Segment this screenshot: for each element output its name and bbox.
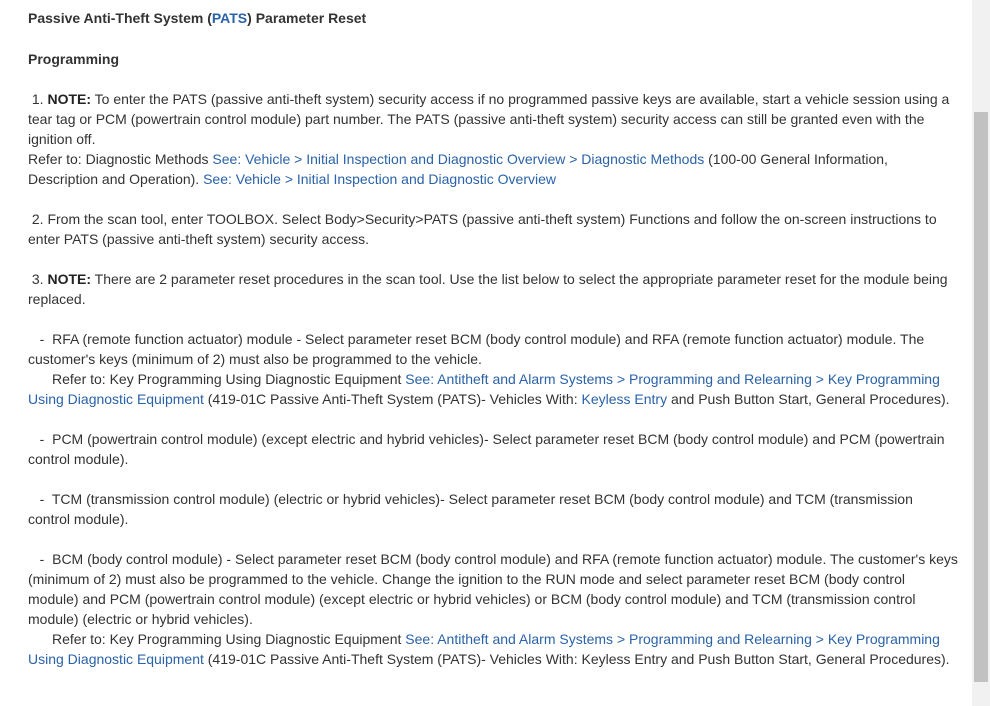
list-item-rfa-reference <box>28 369 958 409</box>
spacer <box>28 469 958 489</box>
step-1-note-label: NOTE: <box>47 91 92 107</box>
step-3-number: 3. <box>28 271 48 287</box>
section-heading-programming: Programming <box>28 51 120 67</box>
list-item-tcm: - TCM (transmission control module) (electric or hybrid vehicles)- Select parameter reset BCM (body control module) and TCM (transmission control module). <box>28 491 917 527</box>
title-prefix: Passive Anti-Theft System ( <box>28 10 212 26</box>
spacer <box>28 529 958 549</box>
step-3-note-label: NOTE: <box>47 271 92 287</box>
step-1-number: 1. <box>28 91 48 107</box>
step-3-text: There are 2 parameter reset procedures in the scan tool. Use the list below to select the appropriate parameter reset for the module being replaced. <box>28 271 952 307</box>
rfa-ref-mid: (419-01C Passive Anti-Theft System (PATS)- Vehicles With: <box>203 391 582 407</box>
step-1 <box>28 89 958 149</box>
list-item-pcm: - PCM (powertrain control module) (except electric and hybrid vehicles)- Select parameter reset BCM (body control module) and PCM (powertrain control module). <box>28 431 949 467</box>
rfa-ref-prefix: Refer to: Key Programming Using Diagnostic Equipment <box>52 371 406 387</box>
initial-inspection-link[interactable]: See: Vehicle > Initial Inspection and Diagnostic Overview <box>203 171 557 187</box>
spacer <box>28 189 958 209</box>
list-item-bcm-reference <box>28 629 958 669</box>
title-suffix: ) Parameter Reset <box>247 10 367 26</box>
step-1-ref-mid: (100-00 General Information, Description and Operation). <box>28 151 888 187</box>
keyless-entry-link[interactable]: Keyless Entry <box>581 391 668 407</box>
step-1-text: To enter the PATS (passive anti-theft system) security access if no programmed passive keys are available, start a vehicle session using a tear tag or PCM (powertrain control module) part number. The PATS (passive anti-theft system) security access can still be granted even with the ignition off. <box>28 91 954 147</box>
bcm-ref-suffix: (419-01C Passive Anti-Theft System (PATS)- Vehicles With: Keyless Entry and Push Button Start, General Procedures). <box>203 651 950 667</box>
scrollbar-thumb[interactable] <box>974 112 988 682</box>
document-content <box>28 8 962 669</box>
step-1-reference <box>28 149 958 189</box>
key-programming-link-rfa[interactable]: See: Antitheft and Alarm Systems > Programming and Relearning > Key Programming Using Diagnostic Equipment <box>28 371 940 407</box>
spacer <box>28 309 958 329</box>
pats-title-link[interactable]: PATS <box>211 10 248 26</box>
step-1-ref-prefix: Refer to: Diagnostic Methods <box>28 151 213 167</box>
list-item-bcm: - BCM (body control module) - Select parameter reset BCM (body control module) and RFA (remote function actuator) module. The customer's keys (minimum of 2) must also be programmed to the vehicle. Change the ignition to the RUN mode and select parameter reset BCM (body control module) and PCM (powertrain control module) (except electric or hybrid vehicles) or BCM (body control module) and TCM (transmission control module) (electric or hybrid vehicles). <box>28 551 962 627</box>
step-2: 2. From the scan tool, enter TOOLBOX. Select Body>Security>PATS (passive anti-theft system) Functions and follow the on-screen instructions to enter PATS (passive anti-theft system) security access. <box>28 211 941 247</box>
rfa-ref-suffix: and Push Button Start, General Procedures). <box>667 391 950 407</box>
spacer <box>28 69 958 89</box>
spacer <box>28 249 958 269</box>
step-3 <box>28 269 958 309</box>
bcm-ref-prefix: Refer to: Key Programming Using Diagnostic Equipment <box>52 631 406 647</box>
spacer <box>28 409 958 429</box>
diagnostic-methods-link[interactable]: See: Vehicle > Initial Inspection and Diagnostic Overview > Diagnostic Methods <box>212 151 705 167</box>
list-item-rfa: - RFA (remote function actuator) module - Select parameter reset BCM (body control module) and RFA (remote function actuator) module. The customer's keys (minimum of 2) must also be programmed to the vehicle. <box>28 331 929 367</box>
page-title <box>28 8 958 28</box>
key-programming-link-bcm[interactable]: See: Antitheft and Alarm Systems > Programming and Relearning > Key Programming Using Diagnostic Equipment <box>28 631 940 667</box>
vertical-scrollbar[interactable] <box>972 0 990 706</box>
